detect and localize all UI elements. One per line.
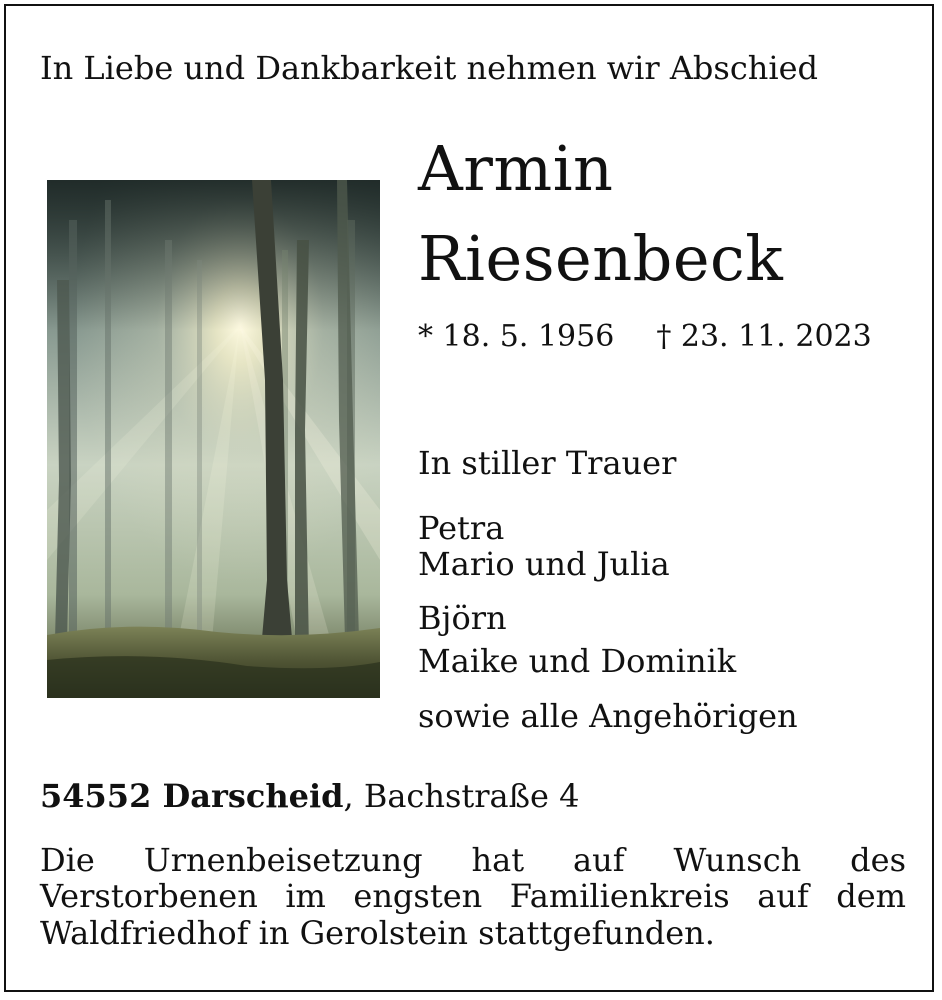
notice-line: Waldfriedhof in Gerolstein stattgefunden.: [40, 913, 715, 952]
notice-line: Die Urnenbeisetzung hat auf Wunsch des: [40, 841, 906, 879]
mourner-line: sowie alle Angehörigen: [418, 697, 798, 735]
mourner-line: Björn: [418, 599, 507, 637]
death-date: 23. 11. 2023: [680, 319, 872, 354]
mourner-line: Petra: [418, 509, 505, 547]
address: [40, 777, 580, 815]
deceased-first-name: Armin: [418, 132, 614, 205]
death-cross-icon: †: [656, 319, 672, 354]
mourner-line: Maike und Dominik: [418, 642, 737, 680]
header-text: In Liebe und Dankbarkeit nehmen wir Abschied: [40, 49, 819, 87]
address-postcode-city: 54552 Darscheid: [40, 777, 344, 815]
mourning-intro: In stiller Trauer: [418, 444, 677, 482]
forest-photo: [47, 180, 380, 698]
burial-notice: [40, 842, 906, 951]
life-dates: [418, 319, 872, 354]
birth-date: 18. 5. 1956: [442, 319, 615, 354]
notice-line: Verstorbenen im engsten Familienkreis auf dem: [40, 877, 906, 916]
birth-star-icon: *: [418, 319, 433, 354]
deceased-last-name: Riesenbeck: [418, 222, 784, 295]
address-street: , Bachstraße 4: [343, 777, 580, 815]
mourner-line: Mario und Julia: [418, 545, 670, 583]
